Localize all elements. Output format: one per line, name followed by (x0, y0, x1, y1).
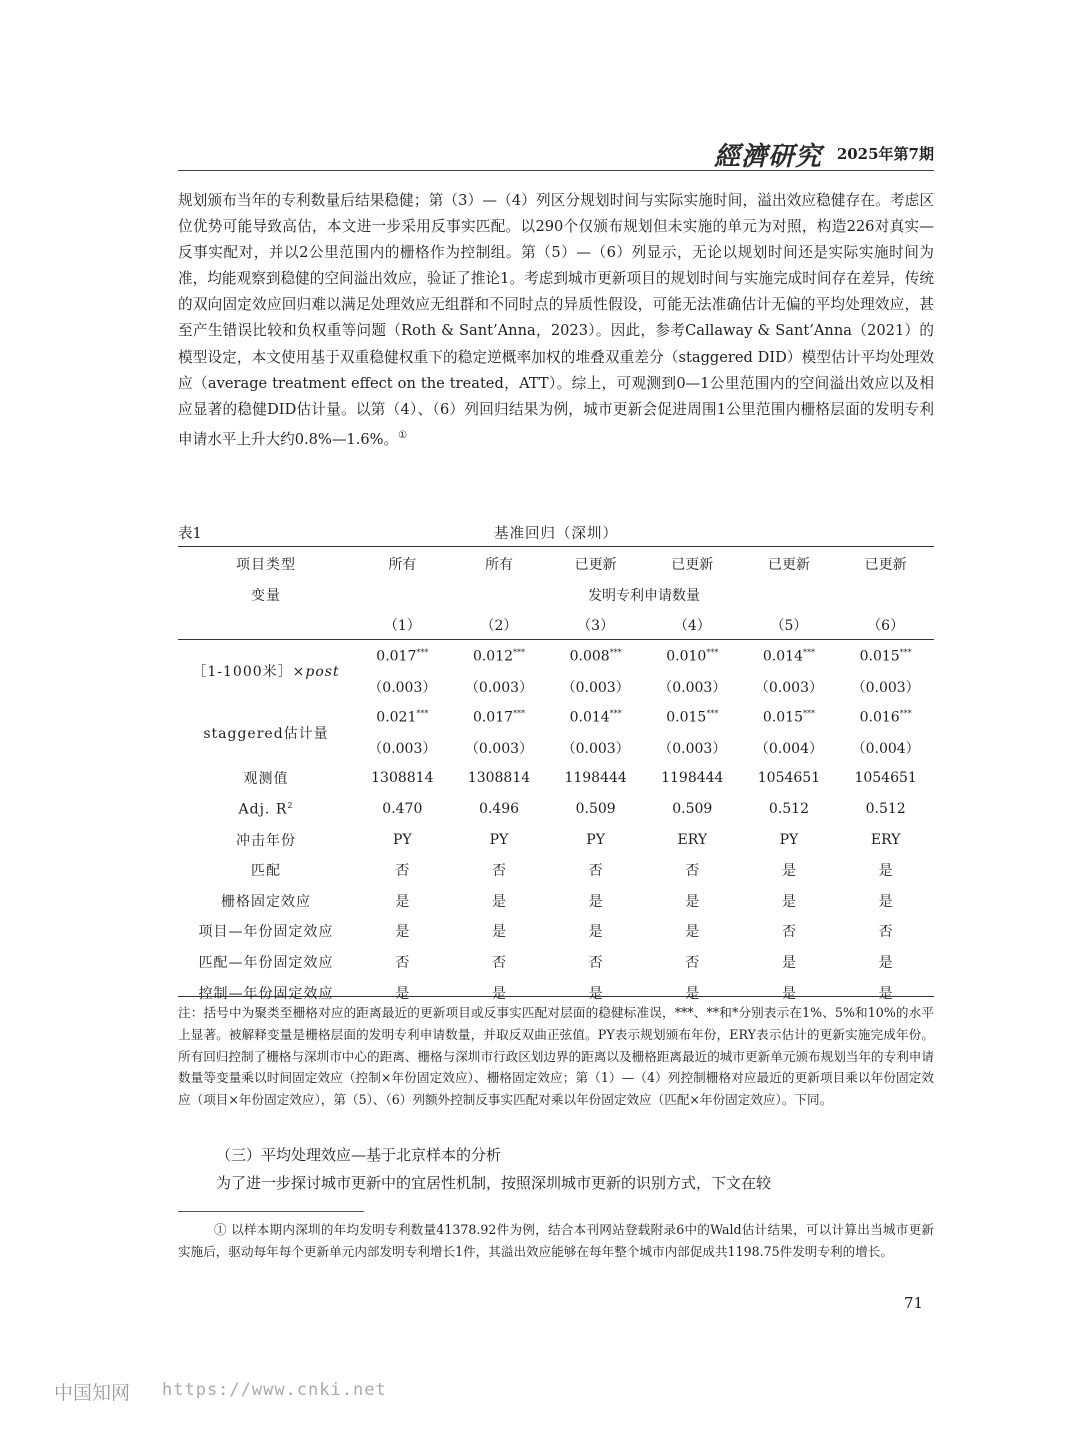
table-row (178, 702, 934, 733)
table-cell: 已更新 (767, 557, 810, 574)
row-label (178, 610, 354, 641)
se-cell: （0.003） (754, 679, 823, 696)
table-cell: ERY (870, 831, 901, 848)
row-label: 匹配 (251, 863, 281, 880)
row-label: 变量 (251, 587, 281, 604)
row-label: Adj. $R^2$ (238, 800, 294, 818)
table-cell: 1054651 (854, 770, 917, 787)
se-cell: （0.004） (754, 740, 823, 757)
table-cell: 0.470 (382, 801, 423, 818)
row-label: 项目类型 (236, 557, 296, 574)
table-cell: 否 (395, 955, 410, 972)
table-cell: 是 (685, 893, 700, 910)
section-subheading: （三）平均处理效应—基于北京样本的分析 (216, 1146, 502, 1164)
table-cell: 是 (588, 924, 603, 941)
table-cell: 所有 (388, 557, 417, 574)
table-row (178, 794, 934, 825)
se-cell: （0.004） (851, 740, 920, 757)
table-row (178, 824, 934, 855)
coef-cell: 0.021*** (376, 708, 429, 726)
table-row (178, 855, 934, 886)
se-cell: （0.003） (561, 740, 630, 757)
row-label: 匹配—年份固定效应 (198, 955, 334, 972)
table-cell: 是 (781, 985, 796, 1002)
table-cell: 否 (491, 955, 506, 972)
header-rule (178, 170, 934, 171)
table-cell: 是 (491, 985, 506, 1002)
table-row (178, 580, 934, 611)
table-cell: 是 (395, 924, 410, 941)
coef-cell: 0.017*** (376, 647, 429, 665)
se-cell: （0.003） (464, 679, 534, 696)
table-cell: 1308814 (371, 770, 434, 787)
regression-table (178, 549, 934, 1008)
table-cell: 是 (685, 924, 700, 941)
table-top-rule (178, 546, 934, 547)
table-cell: 0.512 (768, 801, 809, 818)
table-cell: ERY (677, 831, 708, 848)
table-cell: 1308814 (467, 770, 531, 787)
row-label: 项目—年份固定效应 (198, 924, 334, 941)
table-caption (178, 522, 934, 544)
issue-label: 2025年第7期 (836, 145, 934, 163)
coef-cell: 0.015*** (859, 647, 912, 665)
table-cell: PY (392, 831, 412, 848)
table-cell: 1198444 (661, 770, 724, 787)
table-row (178, 886, 934, 917)
se-cell: （0.003） (561, 679, 630, 696)
coef-cell: 0.016*** (859, 708, 912, 726)
table-cell: 已更新 (671, 557, 714, 574)
table-cell: 是 (395, 985, 410, 1002)
table-cell: 是 (781, 863, 796, 880)
table-cell: 否 (395, 863, 410, 880)
table-cell: 否 (588, 863, 603, 880)
table-cell: 否 (685, 863, 700, 880)
coef-cell: 0.017*** (472, 708, 526, 726)
row-label: staggered估计量 (203, 725, 329, 742)
body-text: 规划颁布当年的专利数量后结果稳健；第（3）—（4）列区分规划时间与实际实施时间，溢出效应稳健存在。考虑区位优势可能导致高估，本文进一步采用反事实匹配。以290个仅颁布规划但未实施的单元为对照，构造226对真实—反事实配对，并以2公里范围内的栅格作为控制组。第（5）—（6）列显示，无论以规划时间还是实际实施时间为准，均能观察到稳健的空间溢出效应，验证了推论1。考虑到城市更新项目的规划时间与实施完成时间存在差异，传统的双向固定效应回归难以满足处理效应无组群和不同时点的异质性假设，可能无法准确估计无偏的平均处理效应，甚至产生错误比较和负权重等问题（Roth & Sant’Anna，2023）。因此，参考Callaway & Sant’Anna（2021）的模型设定，本文使用基于双重稳健权重下的稳定逆概率加权的堆叠双重差分（staggered DID）模型估计平均处理效应（average treatment effect on the treated，ATT）。综上，可观测到0—1公里范围内的空间溢出效应以及相应显著的稳健DID估计量。以第（4）、（6）列回归结果为例，城市更新会促进周围1公里范围内栅格层面的发明专利申请水平上升大约0.8%—1.6%。 (178, 192, 934, 448)
se-cell: （0.003） (658, 679, 727, 696)
table-cell: PY (779, 831, 799, 848)
table-cell: PY (586, 831, 605, 848)
coef-cell: 0.015*** (762, 708, 815, 726)
row-label: 观测值 (243, 771, 289, 788)
table-cell: 是 (588, 985, 603, 1002)
table-cell: 是 (491, 893, 506, 910)
column-number: （3） (577, 618, 615, 635)
table-cell: 是 (491, 924, 506, 941)
coef-cell: 0.014*** (569, 708, 622, 726)
table-cell: 是 (878, 985, 893, 1002)
table-row (178, 947, 934, 978)
row-label: 栅格固定效应 (221, 893, 311, 910)
table-cell: 否 (588, 955, 603, 972)
table-cell: 0.509 (575, 801, 616, 818)
page-header (178, 136, 934, 172)
coef-cell: 0.010*** (666, 647, 719, 665)
table-cell: 否 (878, 924, 893, 941)
row-label: 控制—年份固定效应 (198, 985, 334, 1002)
table-cell: 1198444 (564, 770, 627, 787)
watermark-url[interactable]: https://www.cnki.net (162, 1380, 387, 1400)
footnote-rule (178, 1211, 364, 1212)
column-number: （5） (770, 618, 808, 635)
footnote: ① 以样本期内深圳的年均发明专利数量41378.92件为例，结合本刊网站登载附录6中的Wald估计结果，可以计算出当城市更新实施后，驱动每年每个更新单元内部发明专利增长1件，其溢出效应能够在每年整个城市内部促成共1198.75件发明专利的增长。 (178, 1222, 934, 1259)
coef-cell: 0.014*** (762, 647, 815, 665)
row-label: 冲击年份 (236, 832, 296, 849)
page-number: 71 (904, 1294, 924, 1312)
table-cell: 0.509 (672, 801, 713, 818)
table-cell: 1054651 (757, 770, 821, 787)
table-cell: 是 (781, 893, 796, 910)
table-cell: 是 (781, 955, 796, 972)
coef-cell: 0.012*** (472, 647, 526, 665)
table-cell: PY (489, 831, 509, 848)
se-cell: （0.003） (368, 740, 437, 757)
watermark-site: 中国知网 (54, 1382, 131, 1404)
row-label (178, 641, 354, 702)
coef-cell: 0.008*** (569, 647, 622, 665)
column-number: （4） (673, 618, 711, 635)
dependent-variable: 发明专利申请数量 (588, 587, 700, 604)
se-cell: （0.003） (464, 740, 534, 757)
table-row (178, 916, 934, 947)
table-cell: 否 (685, 955, 700, 972)
table-cell: 已更新 (864, 557, 907, 574)
column-number: （6） (867, 618, 905, 635)
footnote-marker[interactable]: ① (398, 429, 408, 441)
table-cell: 否 (491, 863, 506, 880)
table-label: 表1 (178, 526, 202, 542)
table-cell: 是 (878, 893, 893, 910)
table-cell: 所有 (484, 557, 513, 574)
coef-cell: 0.015*** (666, 708, 719, 726)
column-number: （1） (383, 618, 421, 635)
table-cell: 是 (685, 985, 700, 1002)
table-row (178, 641, 934, 672)
treat-label: ［1-1000米］× (192, 664, 306, 681)
table-cell: 是 (395, 893, 410, 910)
column-number: （2） (480, 618, 518, 635)
journal-logo: 經濟研究 (713, 142, 822, 172)
body-paragraph-2: 为了进一步探讨城市更新中的宜居性机制，按照深圳城市更新的识别方式，下文在较 (216, 1174, 772, 1192)
treat-label-post: post (305, 664, 340, 681)
table-cell: 0.512 (865, 801, 906, 818)
body-paragraph (178, 188, 934, 453)
table-row (178, 763, 934, 794)
table-cell: 0.496 (478, 801, 520, 818)
se-cell: （0.003） (368, 679, 437, 696)
table-cell: 已更新 (574, 557, 617, 574)
table-note: 注：括号中为聚类至栅格对应的距离最近的更新项目或反事实匹配对层面的稳健标准误，***、**和*分别表示在1%、5%和10%的水平上显著。被解释变量是栅格层面的发明专利申请数量，并取反双曲正弦值。PY表示规划颁布年份，ERY表示估计的更新实施完成年份。所有回归控制了栅格与深圳市中心的距离、栅格与深圳市行政区划边界的距离以及栅格距离最近的城市更新单元颁布规划当年的专利申请数量等变量乘以时间固定效应（控制×年份固定效应）、栅格固定效应；第（1）—（4）列控制栅格对应最近的更新项目乘以年份固定效应（项目×年份固定效应），第（5）、（6）列额外控制反事实匹配对乘以年份固定效应（匹配×年份固定效应）。下同。 (178, 1005, 934, 1108)
table-row (178, 610, 934, 641)
table-title: 基准回归（深圳） (494, 526, 618, 542)
table-row (178, 549, 934, 580)
table-cell: 是 (878, 955, 893, 972)
table-cell: 否 (781, 924, 796, 941)
se-cell: （0.003） (851, 679, 920, 696)
table-cell: 是 (588, 893, 603, 910)
se-cell: （0.003） (658, 740, 727, 757)
table-cell: 是 (878, 863, 893, 880)
